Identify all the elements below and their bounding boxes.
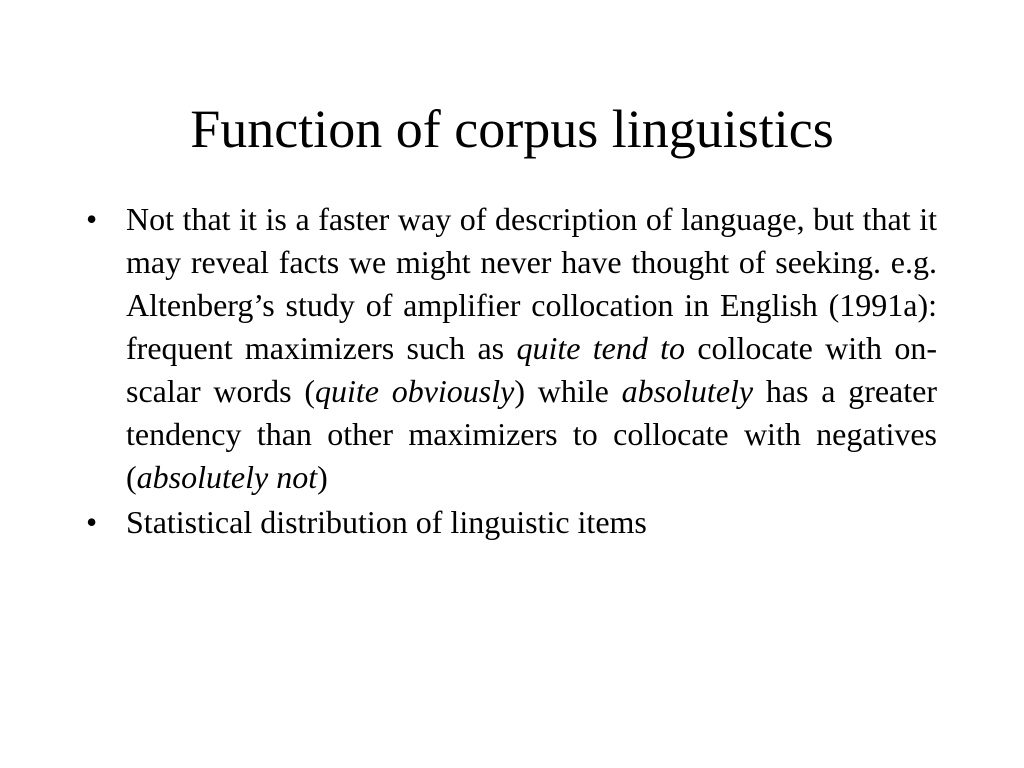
bullet-item-statistical-distribution <box>84 501 937 544</box>
bullet-icon: • <box>86 201 98 237</box>
text-segment: ) <box>317 459 328 495</box>
text-segment: Statistical distribution of linguistic items <box>126 504 647 540</box>
bullet-list <box>84 198 937 546</box>
italic-example: quite obviously <box>314 373 515 409</box>
slide-title: Function of corpus linguistics <box>190 99 834 159</box>
bullet-item-amplifier-study <box>84 198 937 499</box>
bullet-text <box>126 198 937 499</box>
bullet-icon: • <box>86 504 98 540</box>
text-segment: has a greater tendency than other maximizers to collocate with negatives ( <box>126 373 938 495</box>
text-segment: collocate with on-scalar words ( <box>126 330 938 409</box>
text-segment: ) while <box>514 373 622 409</box>
italic-example: absolutely not <box>136 459 318 495</box>
italic-example: absolutely <box>621 373 754 409</box>
text-segment: Not that it is a faster way of description of language, but that it may reveal facts we might never have thought of seeking. e.g. Altenberg’s study of amplifier collocation in English (1991a): frequent maximizers such as <box>126 201 937 366</box>
bullet-text <box>126 501 937 544</box>
italic-example: quite tend to <box>516 330 686 366</box>
